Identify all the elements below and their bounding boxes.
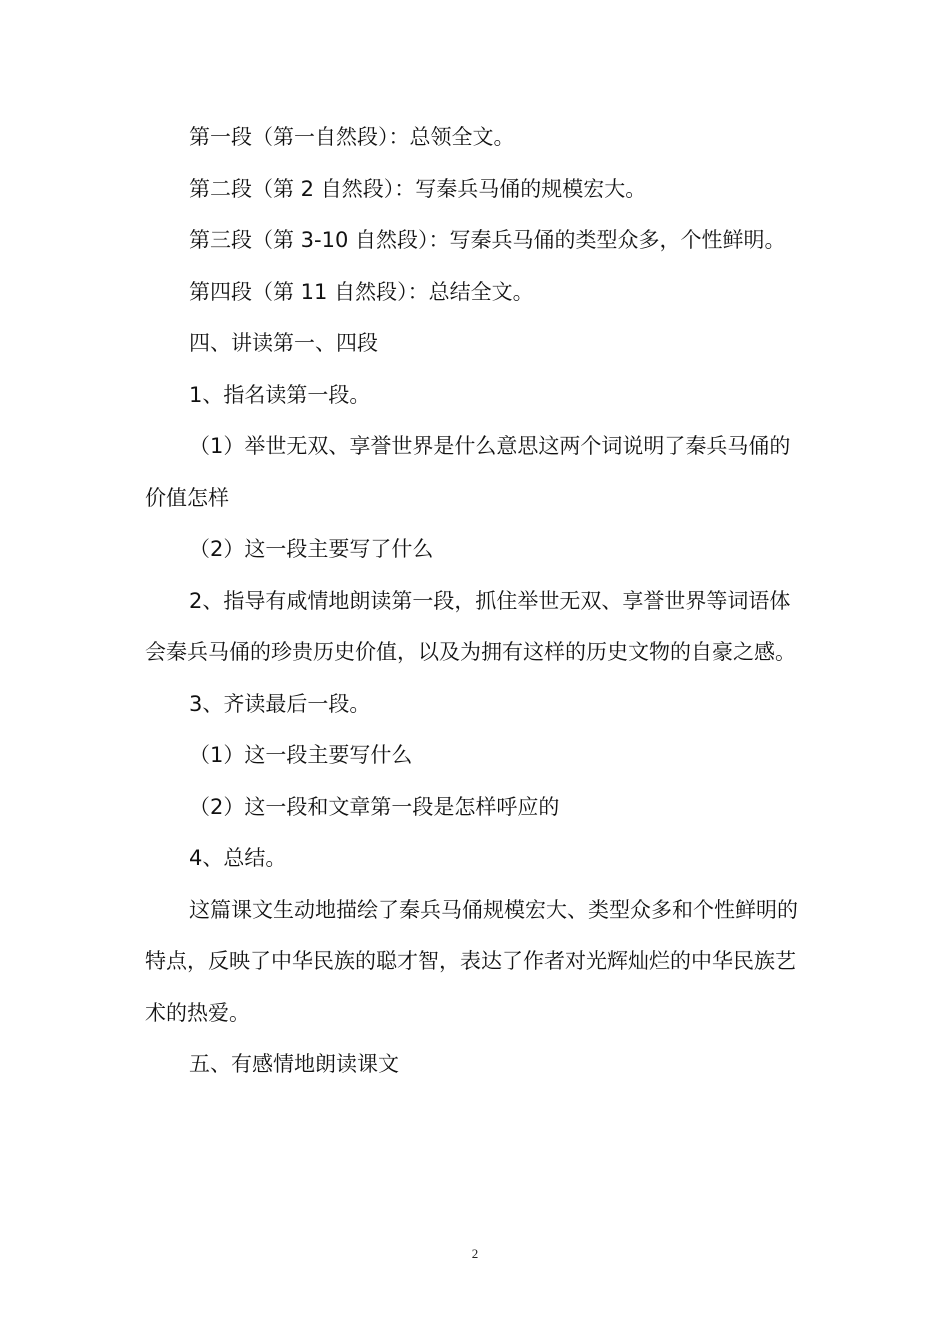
section-heading-5: 五、有感情地朗读课文 bbox=[189, 1052, 399, 1076]
document-body bbox=[145, 112, 810, 1091]
step-3: 3、齐读最后一段。 bbox=[189, 691, 371, 716]
step-4: 4、总结。 bbox=[189, 846, 287, 870]
paragraph-outline-4: 第四段（第 11 自然段）：总结全文。 bbox=[189, 279, 534, 304]
paragraph-outline-3: 第三段（第 3-10 自然段）：写秦兵马俑的类型众多，个性鲜明。 bbox=[189, 228, 786, 252]
section-heading-4: 四、讲读第一、四段 bbox=[189, 331, 378, 355]
question-3-1: （1）这一段主要写什么 bbox=[189, 743, 413, 767]
question-3-2: （2）这一段和文章第一段是怎样呼应的 bbox=[189, 794, 560, 819]
question-1-1: （1）举世无双、享誉世界是什么意思这两个词说明了秦兵马俑的价值怎样 bbox=[145, 434, 791, 510]
step-1: 1、指名读第一段。 bbox=[189, 382, 371, 407]
paragraph-outline-1: 第一段（第一自然段）：总领全文。 bbox=[189, 125, 515, 149]
question-1-2: （2）这一段主要写了什么 bbox=[189, 537, 434, 561]
page-number: 2 bbox=[471, 1246, 479, 1261]
step-2: 2、指导有咸情地朗读第一段，抓住举世无双、享誉世界等词语体会秦兵马俑的珍贵历史价值，以及为拥有这样的历史文物的自豪之感。 bbox=[145, 588, 796, 664]
paragraph-outline-2: 第二段（第 2 自然段）：写秦兵马俑的规模宏大。 bbox=[189, 176, 647, 201]
summary-paragraph: 这篇课文生动地描绘了秦兵马俑规模宏大、类型众多和个性鲜明的特点，反映了中华民族的聪才智，表达了作者对光辉灿烂的中华民族艺术的热爱。 bbox=[145, 897, 798, 1025]
